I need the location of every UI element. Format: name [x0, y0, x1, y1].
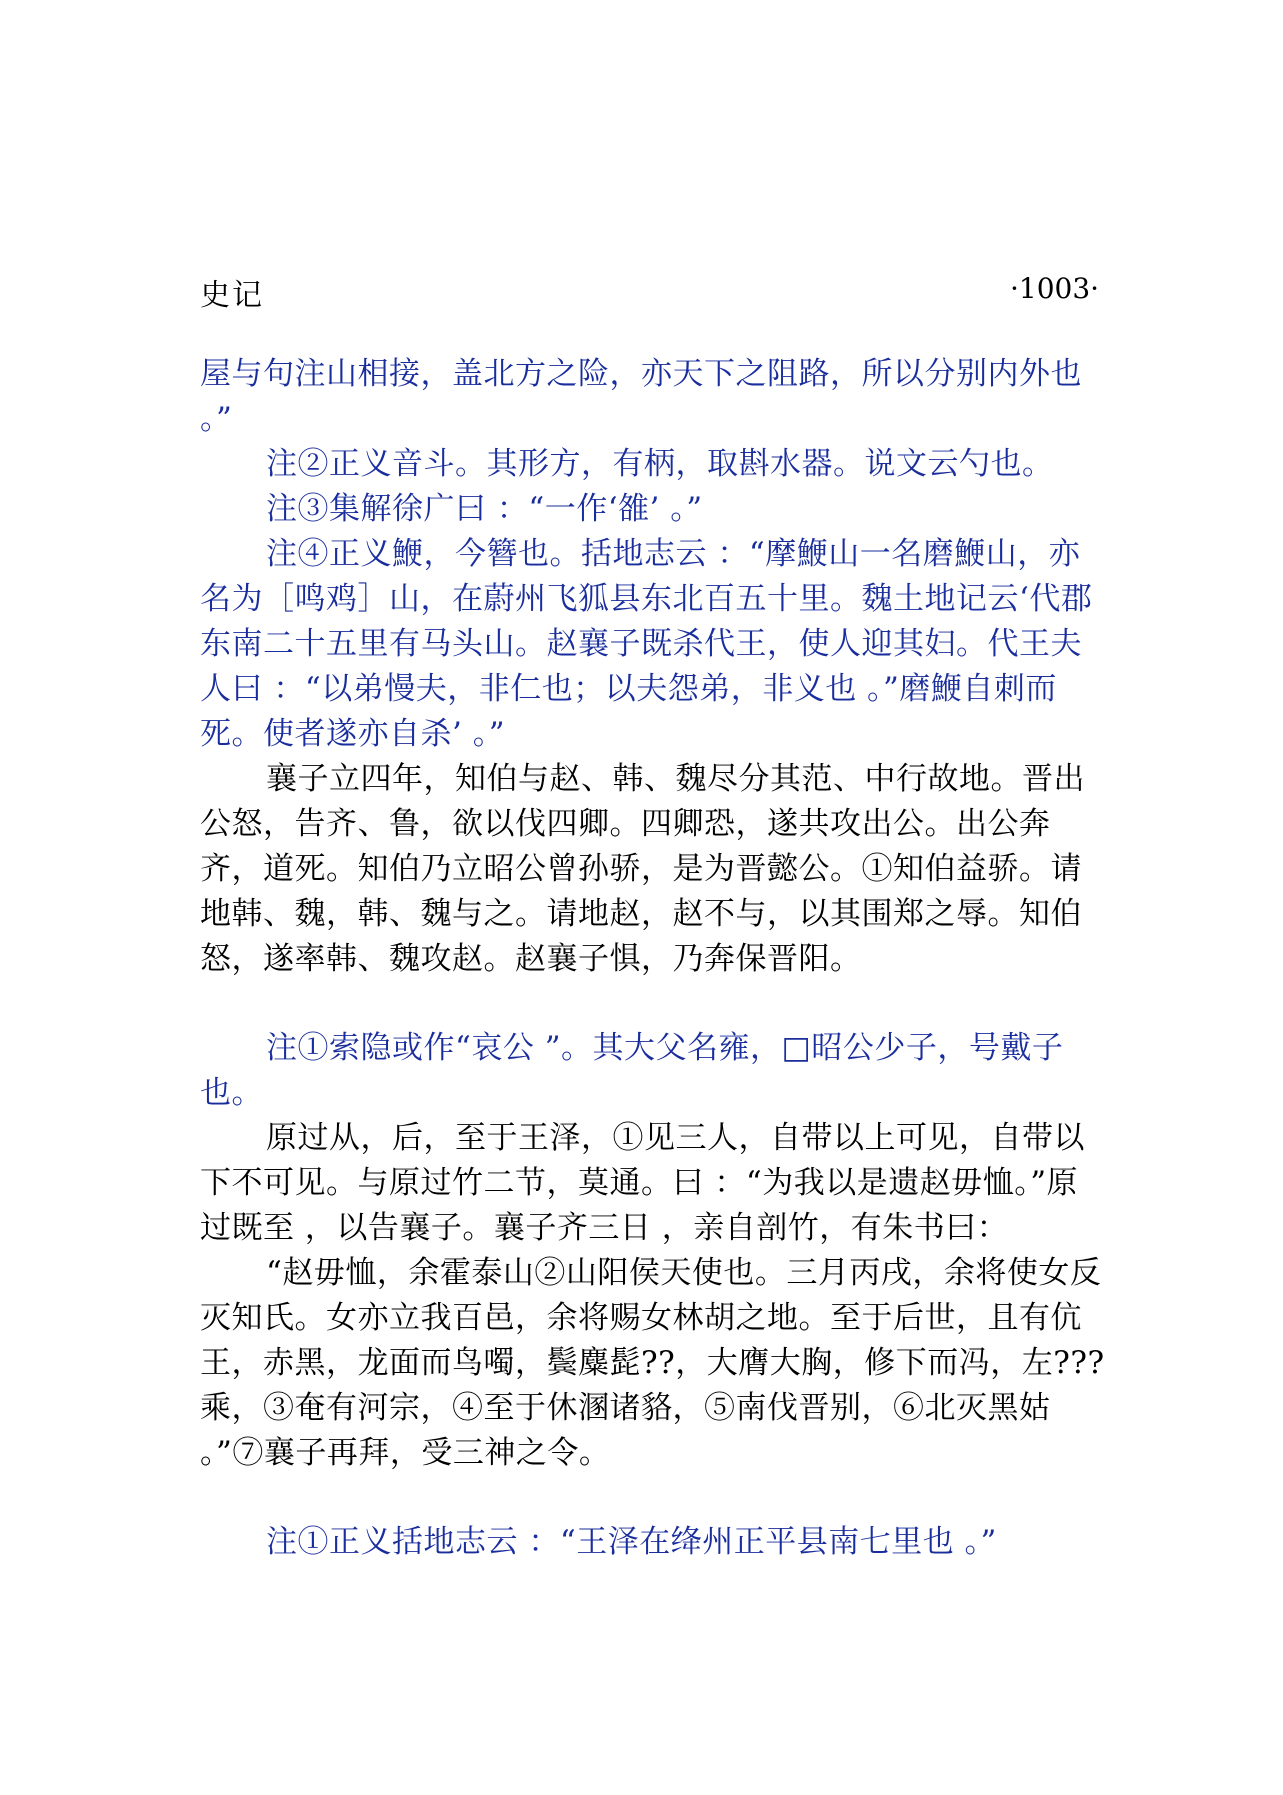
main-paragraph: “赵毋恤，余霍泰山②山阳侯天使也。三月丙戌，余将使女反灭知氏。女亦立我百邑，余将赐女林胡之地。至于后世，且有伉王，赤黑，龙面而鸟噣，鬓麋髭??，大膺大胸，修下而冯，左???乘，③奄有河宗，④至于休溷诸貉，⑤南伐晋别，⑥北灭黑姑 。”⑦襄子再拜，受三神之令。	[200, 1255, 1105, 1471]
note-paragraph: 注③集解徐广曰 ：“一作‘雒’ 。”	[266, 491, 703, 527]
paragraph-gap	[200, 982, 1105, 1026]
body-text	[200, 352, 1105, 1565]
main-paragraph: 襄子立四年，知伯与赵、韩、魏尽分其范、中行故地。晋出公怒，告齐、鲁，欲以伐四卿。四卿恐，遂共攻出公。出公奔齐，道死。知伯乃立昭公曾孙骄，是为晋懿公。①知伯益骄。请地韩、魏，韩、魏与之。请地赵，赵不与，以其围郑之辱。知伯怒，遂率韩、魏攻赵。赵襄子惧，乃奔保晋阳。	[200, 761, 1085, 977]
note-paragraph: 注①正义括地志云 ：“王泽在绛州正平县南七里也 。”	[266, 1524, 997, 1560]
page-number: ·1003·	[1010, 272, 1100, 305]
paragraph-gap	[200, 1476, 1105, 1520]
note-paragraph: 屋与句注山相接，盖北方之险，亦天下之阻路，所以分别内外也 。”	[200, 356, 1082, 437]
book-title: 史记	[200, 278, 264, 313]
main-paragraph: 原过从，后，至于王泽，①见三人，自带以上可见，自带以下不可见。与原过竹二节，莫通。曰 ：“为我以是遗赵毋恤。”原过既至 ，以告襄子。襄子齐三日 ，亲自剖竹，有朱书曰：	[200, 1120, 1085, 1246]
note-paragraph: 注④正义鯾，今簪也。括地志云 ：“摩鯾山一名磨鯾山，亦名为［鸣鸡］山，在蔚州飞狐县东北百五十里。魏土地记云‘代郡东南二十五里有马头山。赵襄子既杀代王，使人迎其妇。代王夫人曰 ：“以弟慢夫，非仁也；以夫怨弟，非义也 。”磨鯾自刺而死。使者遂亦自杀’ 。”	[200, 536, 1093, 752]
note-paragraph: 注①索隐或作“哀公 ”。其大父名雍，□昭公少子，号戴子也。	[200, 1030, 1064, 1111]
note-paragraph: 注②正义音斗。其形方，有柄，取斟水器。说文云勺也。	[266, 446, 1054, 482]
